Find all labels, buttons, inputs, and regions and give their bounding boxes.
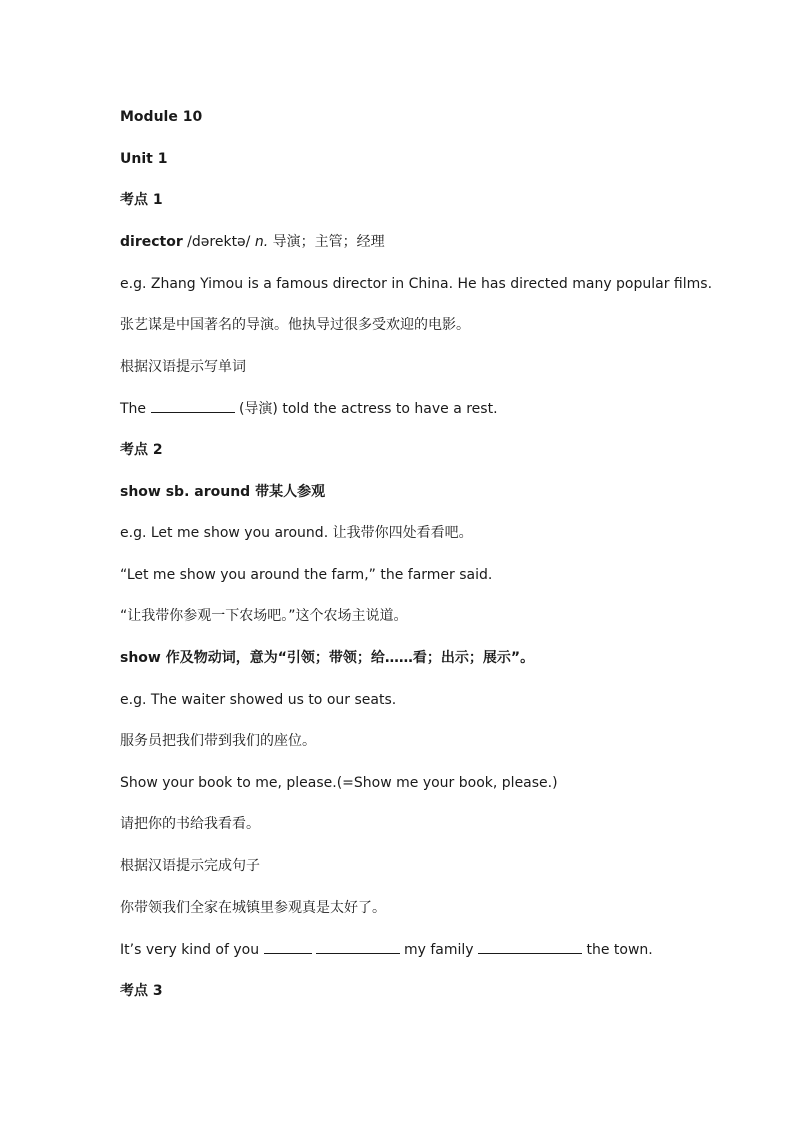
point-2-heading: 考点 2 (120, 442, 163, 458)
director-example-zh: 张艺谋是中国著名的导演。他执导过很多受欢迎的电影。 (120, 317, 470, 333)
answer-blank[interactable] (264, 940, 312, 954)
book-example-en: Show your book to me, please.(=Show me your book, please.) (120, 775, 558, 791)
exercise-2-post-text: the town. (582, 942, 653, 958)
entry-phonetic: /dərektə/ (182, 234, 255, 250)
point-1-heading: 考点 1 (120, 192, 163, 208)
director-entry (120, 233, 385, 251)
exercise-2-mid-text: my family (399, 942, 479, 958)
exercise-2-instruction: 根据汉语提示完成句子 (120, 858, 260, 874)
exercise-post-text: (导演) told the actress to have a rest. (234, 401, 498, 417)
show-around-example: e.g. Let me show you around. 让我带你四处看看吧。 (120, 525, 473, 541)
exercise-2-sentence (120, 940, 653, 958)
unit-heading: Unit 1 (120, 151, 168, 167)
farm-example-en: “Let me show you around the farm,” the farmer said. (120, 567, 493, 583)
answer-blank[interactable] (151, 399, 235, 413)
book-example-zh: 请把你的书给我看看。 (120, 816, 260, 832)
answer-blank[interactable] (478, 940, 582, 954)
exercise-pre-text: The (120, 401, 151, 417)
waiter-example-en: e.g. The waiter showed us to our seats. (120, 692, 397, 708)
exercise-sentence (120, 399, 498, 417)
entry-word: director (120, 234, 183, 250)
answer-blank[interactable] (316, 940, 400, 954)
point-3-heading: 考点 3 (120, 983, 163, 999)
module-heading: Module 10 (120, 109, 203, 125)
waiter-example-zh: 服务员把我们带到我们的座位。 (120, 733, 316, 749)
director-example-en: e.g. Zhang Yimou is a famous director in China. He has directed many popular films. (120, 276, 713, 292)
farm-example-zh: “让我带你参观一下农场吧。”这个农场主说道。 (120, 608, 408, 624)
entry-pos: n. (254, 234, 269, 250)
exercise-instruction: 根据汉语提示写单词 (120, 359, 246, 375)
show-usage-note: show 作及物动词，意为“引领；带领；给……看；出示；展示”。 (120, 650, 535, 666)
exercise-2-pre-text: It’s very kind of you (120, 942, 264, 958)
entry-meaning: 导演；主管；经理 (268, 234, 385, 250)
exercise-2-prompt: 你带领我们全家在城镇里参观真是太好了。 (120, 900, 386, 916)
show-around-entry: show sb. around 带某人参观 (120, 484, 326, 500)
